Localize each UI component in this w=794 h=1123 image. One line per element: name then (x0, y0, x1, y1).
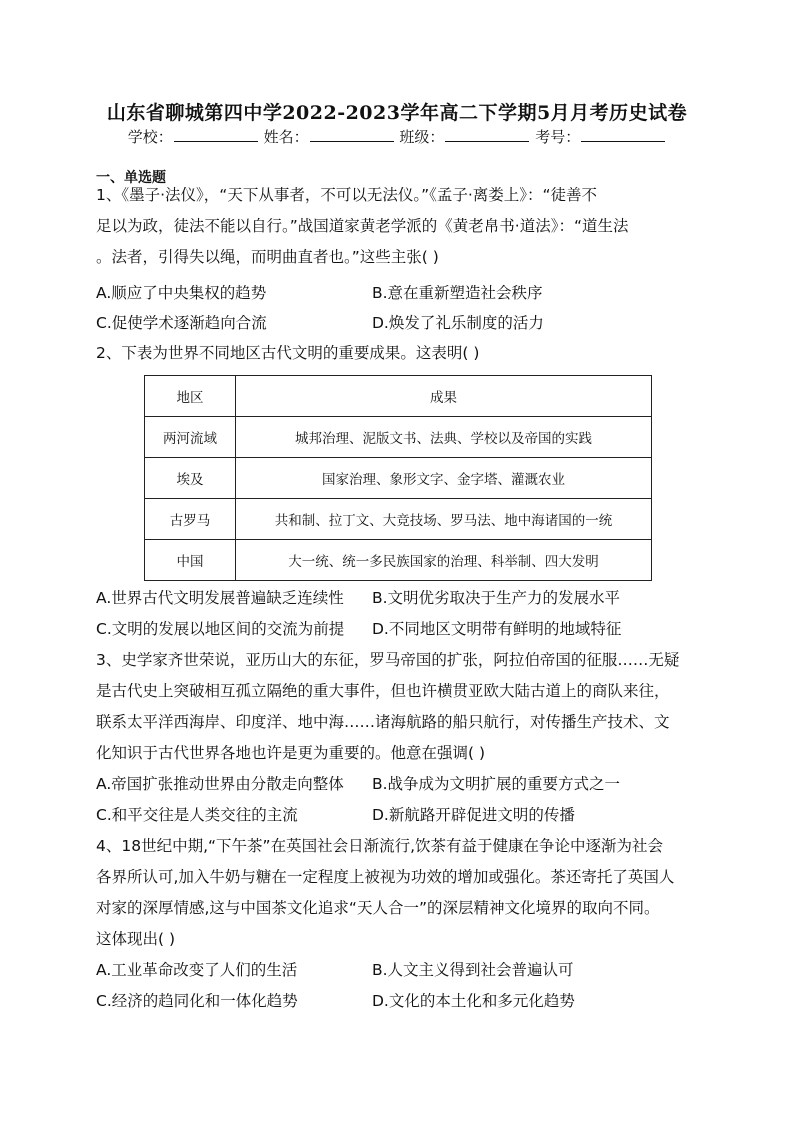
table-header-achievements: 成果 (236, 376, 652, 417)
question-1-line-3: 。法者，引得失以绳，而明曲直者也。”这些主张( ) (96, 248, 439, 266)
name-label: 姓名： (263, 128, 309, 146)
table-cell-region: 中国 (145, 540, 236, 581)
table-cell-region: 两河流域 (145, 417, 236, 458)
name-blank[interactable] (310, 127, 394, 142)
question-2-option-d[interactable]: D.不同地区文明带有鲜明的地域特征 (372, 620, 622, 638)
table-header-region: 地区 (145, 376, 236, 417)
question-3-line-2: 是古代史上突破相互孤立隔绝的重大事件，但也许横贯亚欧大陆古道上的商队来往， (96, 682, 670, 700)
question-2-option-c[interactable]: C.文明的发展以地区间的交流为前提 (96, 620, 345, 638)
table-row (145, 499, 652, 540)
question-1-option-a[interactable]: A.顺应了中央集权的趋势 (96, 284, 267, 302)
question-3-line-1: 3、史学家齐世荣说，亚历山大的东征，罗马帝国的扩张，阿拉伯帝国的征服……无疑 (96, 651, 680, 669)
question-1-line-2: 足以为政，徒法不能以自行。”战国道家黄老学派的《黄老帛书·道法》：“道生法 (96, 217, 629, 235)
question-2-option-b[interactable]: B.文明优劣取决于生产力的发展水平 (372, 589, 621, 607)
question-3-option-a[interactable]: A.帝国扩张推动世界由分散走向整体 (96, 775, 344, 793)
question-3-option-c[interactable]: C.和平交往是人类交往的主流 (96, 806, 298, 824)
question-3-option-b[interactable]: B.战争成为文明扩展的重要方式之一 (372, 775, 621, 793)
table-row (145, 417, 652, 458)
civilization-achievements-table (144, 375, 652, 581)
question-2-line-1: 2、下表为世界不同地区古代文明的重要成果。这表明( ) (96, 344, 480, 362)
id-blank[interactable] (581, 127, 665, 142)
question-4-option-c[interactable]: C.经济的趋同化和一体化趋势 (96, 992, 298, 1010)
table-cell-achievements: 城邦治理、泥版文书、法典、学校以及帝国的实践 (236, 417, 652, 458)
question-4-line-2: 各界所认可,加入牛奶与糖在一定程度上被视为功效的增加或强化。茶还寄托了英国人 (96, 868, 675, 886)
table-header-row (145, 376, 652, 417)
school-blank[interactable] (174, 127, 258, 142)
table-cell-achievements: 国家治理、象形文字、金字塔、灌溉农业 (236, 458, 652, 499)
question-4-line-4: 这体现出( ) (96, 930, 176, 948)
question-3-option-d[interactable]: D.新航路开辟促进文明的传播 (372, 806, 575, 824)
table-cell-achievements: 共和制、拉丁文、大竞技场、罗马法、地中海诸国的一统 (236, 499, 652, 540)
question-2-option-a[interactable]: A.世界古代文明发展普遍缺乏连续性 (96, 589, 344, 607)
question-1-option-c[interactable]: C.促使学术逐渐趋向合流 (96, 314, 267, 332)
question-4-option-d[interactable]: D.文化的本土化和多元化趋势 (372, 992, 575, 1010)
exam-title: 山东省聊城第四中学2022-2023学年高二下学期5月月考历史试卷 (106, 102, 688, 124)
student-info-line (0, 126, 794, 147)
id-label: 考号： (535, 128, 581, 146)
question-3-line-4: 化知识于古代世界各地也许是更为重要的。他意在强调( ) (96, 744, 486, 762)
question-4-option-a[interactable]: A.工业革命改变了人们的生活 (96, 961, 298, 979)
question-4-option-b[interactable]: B.人文主义得到社会普遍认可 (372, 961, 574, 979)
table-row (145, 540, 652, 581)
question-4-line-1: 4、18世纪中期,“下午茶”在英国社会日渐流行,饮茶有益于健康在争论中逐渐为社会 (96, 837, 664, 855)
class-blank[interactable] (445, 127, 529, 142)
table-cell-region: 古罗马 (145, 499, 236, 540)
question-1-option-b[interactable]: B.意在重新塑造社会秩序 (372, 284, 543, 302)
school-label: 学校： (127, 128, 173, 146)
table-cell-achievements: 大一统、统一多民族国家的治理、科举制、四大发明 (236, 540, 652, 581)
section-title: 一、单选题 (96, 170, 166, 186)
question-1-line-1: 1、《墨子·法仪》，“天下从事者，不可以无法仪。”《孟子·离娄上》：“徒善不 (96, 186, 598, 204)
class-label: 班级： (399, 128, 445, 146)
table-cell-region: 埃及 (145, 458, 236, 499)
table-row (145, 458, 652, 499)
question-4-line-3: 对家的深厚情感,这与中国茶文化追求“天人合一”的深层精神文化境界的取向不同。 (96, 899, 660, 917)
question-1-option-d[interactable]: D.焕发了礼乐制度的活力 (372, 314, 544, 332)
question-3-line-3: 联系太平洋西海岸、印度洋、地中海……诸海航路的船只航行，对传播生产技术、文 (96, 713, 670, 731)
